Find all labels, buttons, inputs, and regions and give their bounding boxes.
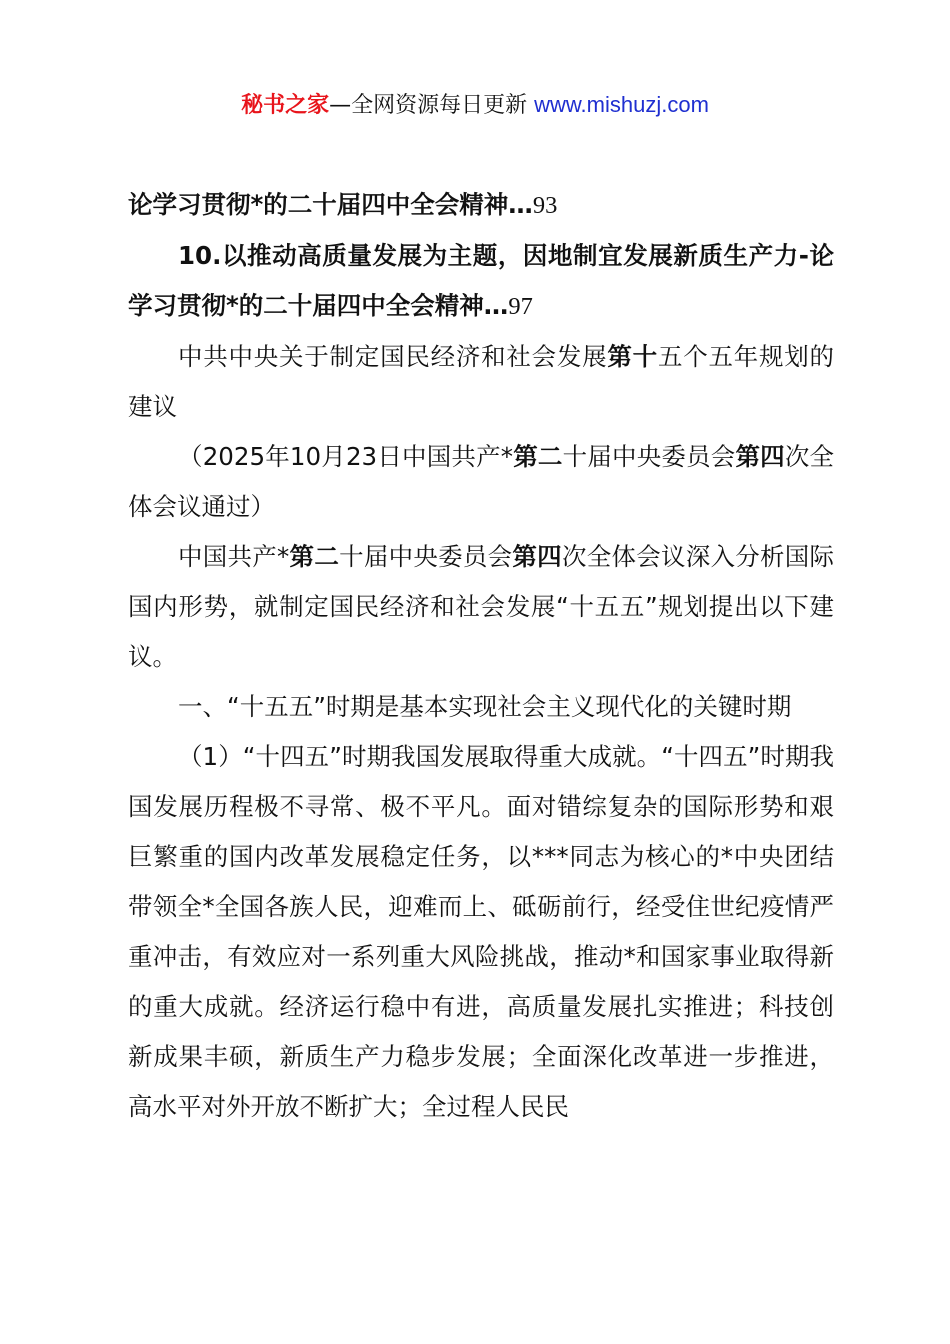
toc-entry-text: 论学习贯彻*的二十届四中全会精神… <box>128 190 533 219</box>
toc-entry-text: 10.以推动高质量发展为主题，因地制宜发展新质生产力-论学习贯彻*的二十届四中全会精神… <box>128 241 834 320</box>
toc-page-number: 93 <box>532 192 558 219</box>
body-paragraph-1: （1）“十四五”时期我国发展取得重大成就。“十四五”时期我国发展历程极不寻常、极不平凡。面对错综复杂的国际形势和艰巨繁重的国内改革发展稳定任务，以***同志为核心的*中央团结带领全*全国各族人民，迎难而上、砥砺前行，经受住世纪疫情严重冲击，有效应对一系列重大风险挑战，推动*和国家事业取得新的重大成就。经济运行稳中有进，高质量发展扎实推进；科技创新成果丰硕，新质生产力稳步发展；全面深化改革进一步推进，高水平对外开放不断扩大；全过程人民民 <box>128 742 834 1121</box>
brand-name: 秘书之家 <box>241 93 330 118</box>
document-body <box>128 180 834 1132</box>
header-tagline: —全网资源每日更新 <box>329 93 535 118</box>
toc-entry-10[interactable] <box>128 231 834 332</box>
toc-entry-9-tail[interactable] <box>128 180 834 231</box>
site-url-link[interactable]: www.mishuzj.com <box>534 92 709 117</box>
adoption-note: （2025年10月23日中国共产*第二十届中央委员会第四次全体会议通过） <box>128 442 835 521</box>
toc-page-number: 97 <box>508 293 533 320</box>
intro-paragraph: 中国共产*第二十届中央委员会第四次全体会议深入分析国际国内形势，就制定国民经济和社会发展“十五五”规划提出以下建议。 <box>128 542 835 671</box>
document-title: 中共中央关于制定国民经济和社会发展第十五个五年规划的建议 <box>128 342 835 421</box>
section-heading-1: 一、“十五五”时期是基本实现社会主义现代化的关键时期 <box>178 692 792 721</box>
site-header <box>0 88 950 123</box>
